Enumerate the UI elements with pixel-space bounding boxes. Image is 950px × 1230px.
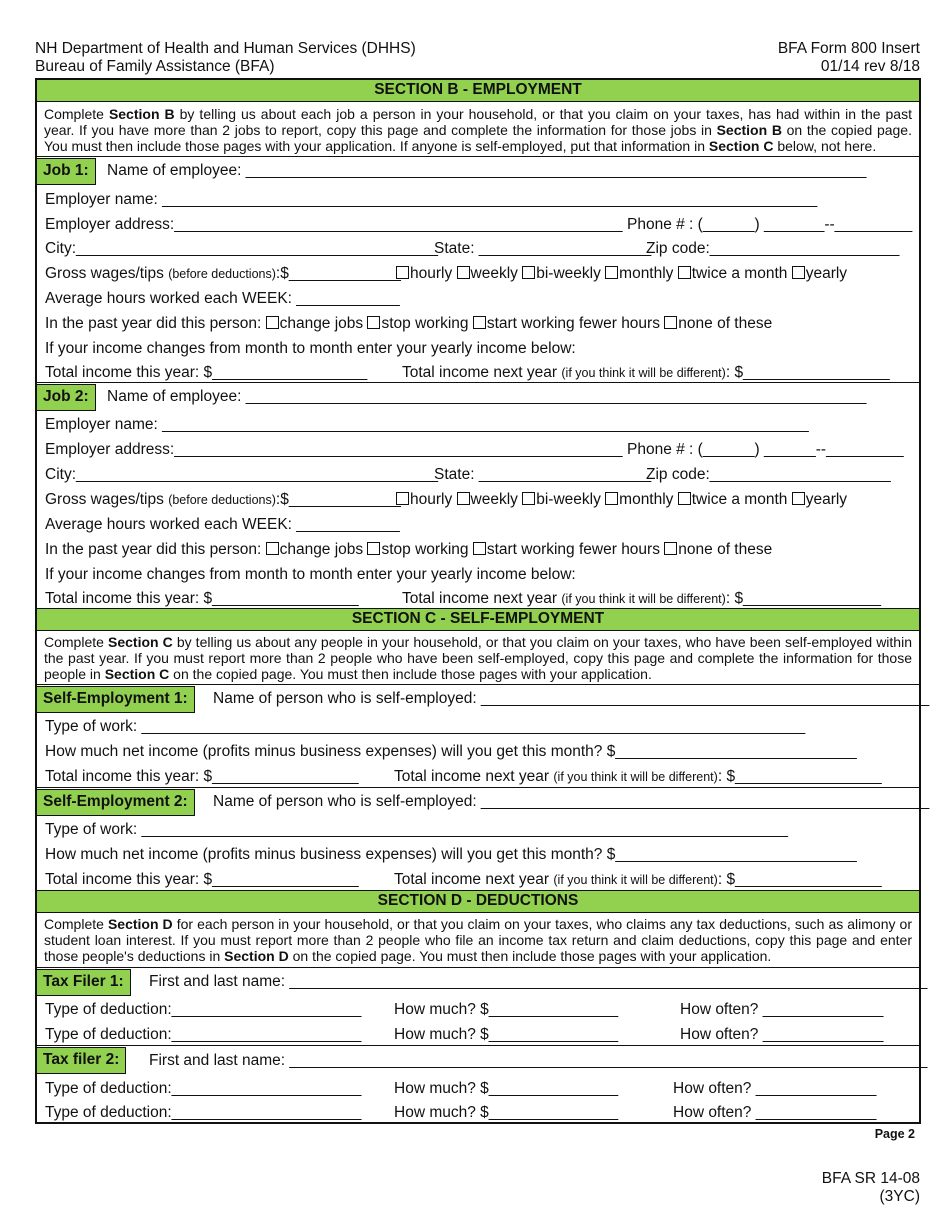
checkbox[interactable] [678, 266, 691, 279]
avg-hours-field[interactable]: Average hours worked each WEEK: ____________ [45, 290, 400, 307]
intro-text: on the copied page. You must then include those pages with your application. [288, 948, 772, 964]
option-start-working-fewer-hours [473, 541, 660, 558]
deduction-frequency-field[interactable]: How often? ______________ [680, 1001, 884, 1018]
employer-address-field[interactable]: Employer address:____________________________________________________ [45, 216, 623, 233]
income-varies-note: If your income changes from month to month enter your yearly income below: [45, 566, 576, 583]
past-year-options [266, 315, 773, 332]
deduction-type-field[interactable]: Type of deduction:______________________ [45, 1080, 362, 1097]
checkbox[interactable] [792, 266, 805, 279]
divider [37, 382, 919, 383]
checkbox-label: weekly [470, 491, 518, 508]
form-body [35, 78, 930, 1124]
self-employed-name-field[interactable]: Name of person who is self-employed: ____________________________________________________ [213, 793, 930, 810]
option-start-working-fewer-hours [473, 315, 660, 332]
self-employment-1-tag: Self-Employment 1: [37, 686, 195, 713]
net-income-field[interactable]: How much net income (profits minus business expenses) will you get this month? $____________________________ [45, 846, 857, 863]
deduction-type-field[interactable]: Type of deduction:______________________ [45, 1104, 362, 1121]
deduction-amount-field[interactable]: How much? $_______________ [394, 1026, 619, 1043]
employee-name-field[interactable]: Name of employee: ________________________________________________________________________ [107, 388, 867, 405]
employer-name-field[interactable]: Employer name: ___________________________________________________________________________ [45, 416, 809, 433]
state-field[interactable]: State: ____________________ [434, 466, 652, 483]
total-income-next-year-field[interactable] [402, 364, 890, 382]
section-reference: Section C [104, 666, 170, 682]
section-reference: Section B [108, 106, 175, 122]
checkbox-label: change jobs [279, 315, 364, 332]
checkbox[interactable] [664, 316, 677, 329]
section-b-title: SECTION B - EMPLOYMENT [37, 80, 919, 102]
section-c-title: SECTION C - SELF-EMPLOYMENT [37, 608, 919, 631]
total-next-note: (if you think it will be different) [553, 873, 718, 887]
checkbox[interactable] [457, 492, 470, 505]
bureau-name: Bureau of Family Assistance (BFA) [35, 58, 275, 75]
self-employed-name-field[interactable]: Name of person who is self-employed: ____________________________________________________ [213, 690, 930, 707]
section-d-title: SECTION D - DEDUCTIONS [37, 890, 919, 913]
form-code [822, 1170, 920, 1206]
intro-text: below, not here. [773, 138, 877, 154]
type-of-work-field[interactable]: Type of work: _____________________________________________________________________________ [45, 718, 806, 735]
total-next-note: (if you think it will be different) [561, 366, 726, 380]
intro-text: on the copied page. You must then include those pages with your application. If anyone is self-employed, put that information in [44, 122, 912, 154]
filer-name-field[interactable]: First and last name: __________________________________________________________________________ [149, 1052, 928, 1069]
zip-field[interactable]: Zip code:______________________ [646, 240, 900, 257]
form-revision: 01/14 rev 8/18 [820, 58, 920, 75]
divider [37, 156, 919, 157]
gross-wages-blank: :$_____________ [275, 265, 401, 282]
deduction-type-field[interactable]: Type of deduction:______________________ [45, 1026, 362, 1043]
past-year-label: In the past year did this person: [45, 541, 266, 558]
checkbox-label: none of these [678, 541, 773, 558]
checkbox[interactable] [367, 316, 380, 329]
total-income-next-year-field[interactable] [394, 768, 882, 786]
total-income-this-year-field[interactable]: Total income this year: $_________________ [45, 590, 359, 607]
checkbox-label: start working fewer hours [486, 315, 660, 332]
income-varies-note: If your income changes from month to month enter your yearly income below: [45, 340, 576, 357]
intro-text: by telling us about each job a person in your household, or that you claim on your taxes, has had within in the past year. If you have more than 2 jobs to report, copy this page and complete the information for those jobs in [44, 106, 912, 138]
checkbox-label: none of these [678, 315, 773, 332]
pay-frequency-options [396, 491, 847, 509]
checkbox-label: twice a month [691, 265, 788, 282]
header-left [35, 40, 416, 76]
divider [37, 1045, 919, 1046]
past-year-options [266, 541, 773, 558]
gross-wages-note: (before deductions) [168, 493, 276, 507]
intro-text: Complete [44, 106, 109, 122]
checkbox[interactable] [396, 266, 409, 279]
total-next-blank: : $_________________ [725, 364, 890, 381]
divider [37, 967, 919, 968]
self-employment-2-tag: Self-Employment 2: [37, 789, 195, 816]
checkbox-label: stop working [381, 541, 469, 558]
checkbox[interactable] [605, 492, 618, 505]
checkbox-label: start working fewer hours [486, 541, 660, 558]
option-bi-weekly [522, 491, 601, 508]
intro-text: Complete [44, 634, 108, 650]
city-field[interactable]: City:__________________________________________ [45, 240, 439, 257]
deduction-frequency-field[interactable]: How often? ______________ [673, 1104, 877, 1121]
option-stop-working [367, 315, 468, 332]
type-of-work-field[interactable]: Type of work: ___________________________________________________________________________ [45, 821, 789, 838]
gross-wages-label: Gross wages/tips [45, 491, 169, 508]
section-reference: Section C [708, 138, 774, 154]
option-monthly [605, 491, 673, 508]
total-income-next-year-field[interactable] [402, 590, 881, 608]
checkbox[interactable] [266, 542, 279, 555]
option-yearly [792, 491, 847, 508]
checkbox[interactable] [792, 492, 805, 505]
past-year-label: In the past year did this person: [45, 315, 266, 332]
filer-name-field[interactable]: First and last name: __________________________________________________________________________ [149, 973, 928, 990]
checkbox[interactable] [396, 492, 409, 505]
section-reference: Section C [108, 634, 173, 650]
checkbox-label: bi-weekly [536, 491, 601, 508]
gross-wages-field[interactable] [45, 265, 401, 283]
deduction-amount-field[interactable]: How much? $_______________ [394, 1001, 619, 1018]
employee-name-field[interactable]: Name of employee: ________________________________________________________________________ [107, 162, 867, 179]
checkbox-label: yearly [805, 491, 848, 508]
deduction-amount-field[interactable]: How much? $_______________ [394, 1104, 619, 1121]
pay-frequency-options [396, 265, 847, 283]
checkbox-label: weekly [470, 265, 518, 282]
total-next-blank: : $_________________ [717, 871, 882, 888]
total-income-this-year-field[interactable]: Total income this year: $_________________ [45, 768, 359, 785]
option-yearly [792, 265, 847, 282]
total-next-note: (if you think it will be different) [553, 770, 718, 784]
checkbox[interactable] [522, 266, 535, 279]
page-number: Page 2 [874, 1127, 915, 1141]
section-b-intro [44, 106, 912, 154]
past-year-question [45, 315, 772, 333]
total-income-next-year-field[interactable] [394, 871, 882, 889]
option-none-of-these [664, 315, 772, 332]
checkbox-label: hourly [410, 265, 453, 282]
total-next-label: Total income next year [394, 871, 554, 888]
checkbox[interactable] [473, 316, 486, 329]
phone-field[interactable]: Phone # : (______) _______--_________ [627, 216, 913, 233]
option-bi-weekly [522, 265, 601, 282]
section-reference: Section B [716, 122, 782, 138]
option-twice-a-month [678, 491, 788, 508]
option-stop-working [367, 541, 468, 558]
employer-address-field[interactable]: Employer address:____________________________________________________ [45, 441, 623, 458]
checkbox[interactable] [473, 542, 486, 555]
total-next-label: Total income next year [394, 768, 554, 785]
net-income-field[interactable]: How much net income (profits minus business expenses) will you get this month? $____________________________ [45, 743, 857, 760]
section-reference: Section D [107, 916, 173, 932]
form-code-line-2: (3YC) [879, 1188, 920, 1205]
option-change-jobs [266, 541, 364, 558]
total-next-label: Total income next year [402, 590, 562, 607]
employer-name-field[interactable]: Employer name: ____________________________________________________________________________ [45, 191, 818, 208]
option-change-jobs [266, 315, 364, 332]
total-next-note: (if you think it will be different) [561, 592, 726, 606]
gross-wages-blank: :$_____________ [275, 491, 401, 508]
option-none-of-these [664, 541, 772, 558]
total-next-blank: : $________________ [725, 590, 881, 607]
intro-text: by telling us about any people in your household, or that you claim on your taxes, who have been self-employed within the past year. If you must report more than 2 people who have been self-employed, copy this page and complete the information for those people in [44, 634, 912, 682]
checkbox-label: monthly [619, 491, 674, 508]
header-right [778, 40, 920, 76]
intro-text: Complete [44, 916, 108, 932]
checkbox-label: hourly [410, 491, 453, 508]
dept-name: NH Department of Health and Human Services (DHHS) [35, 40, 416, 57]
intro-text: for each person in your household, or that you claim on your taxes, who claims any tax deductions, such as alimony or student loan interest. If you must report more than 2 people who file an income tax return and claim deductions, copy this page and enter those people's deductions in [44, 916, 912, 964]
checkbox[interactable] [266, 316, 279, 329]
intro-text: on the copied page. You must then include those pages with your application. [169, 666, 652, 682]
divider [37, 787, 919, 788]
checkbox[interactable] [678, 492, 691, 505]
option-weekly [457, 491, 518, 508]
tax-filer-2-tag: Tax filer 2: [37, 1047, 126, 1074]
divider [37, 684, 919, 685]
tax-filer-1-tag: Tax Filer 1: [37, 969, 131, 996]
checkbox-label: stop working [381, 315, 469, 332]
total-next-blank: : $_________________ [717, 768, 882, 785]
form-code-line-1: BFA SR 14-08 [821, 1170, 920, 1187]
checkbox[interactable] [605, 266, 618, 279]
checkbox-label: yearly [805, 265, 848, 282]
checkbox[interactable] [522, 492, 535, 505]
gross-wages-note: (before deductions) [168, 267, 276, 281]
state-field[interactable]: State: ____________________ [434, 240, 652, 257]
section-c-intro [44, 634, 912, 682]
zip-field[interactable]: Zip code:_____________________ [646, 466, 891, 483]
gross-wages-label: Gross wages/tips [45, 265, 169, 282]
option-twice-a-month [678, 265, 788, 282]
past-year-question [45, 541, 772, 559]
option-monthly [605, 265, 673, 282]
option-weekly [457, 265, 518, 282]
section-reference: Section D [224, 948, 289, 964]
section-d-intro [44, 916, 912, 964]
checkbox[interactable] [367, 542, 380, 555]
checkbox-label: twice a month [691, 491, 788, 508]
deduction-type-field[interactable]: Type of deduction:______________________ [45, 1001, 362, 1018]
option-hourly [396, 265, 452, 282]
job-2-tag: Job 2: [37, 384, 96, 411]
job-1-tag: Job 1: [37, 158, 96, 185]
checkbox[interactable] [457, 266, 470, 279]
deduction-frequency-field[interactable]: How often? ______________ [680, 1026, 884, 1043]
checkbox-label: bi-weekly [536, 265, 601, 282]
gross-wages-field[interactable] [45, 491, 401, 509]
total-income-this-year-field[interactable]: Total income this year: $_________________ [45, 871, 359, 888]
option-hourly [396, 491, 452, 508]
total-income-this-year-field[interactable]: Total income this year: $__________________ [45, 364, 368, 381]
checkbox-label: change jobs [279, 541, 364, 558]
deduction-amount-field[interactable]: How much? $_______________ [394, 1080, 619, 1097]
avg-hours-field[interactable]: Average hours worked each WEEK: ____________ [45, 516, 400, 533]
phone-field[interactable]: Phone # : (______) ______--_________ [627, 441, 904, 458]
checkbox[interactable] [664, 542, 677, 555]
form-name: BFA Form 800 Insert [777, 40, 920, 57]
checkbox-label: monthly [619, 265, 674, 282]
total-next-label: Total income next year [402, 364, 562, 381]
city-field[interactable]: City:__________________________________________ [45, 466, 439, 483]
deduction-frequency-field[interactable]: How often? ______________ [673, 1080, 877, 1097]
